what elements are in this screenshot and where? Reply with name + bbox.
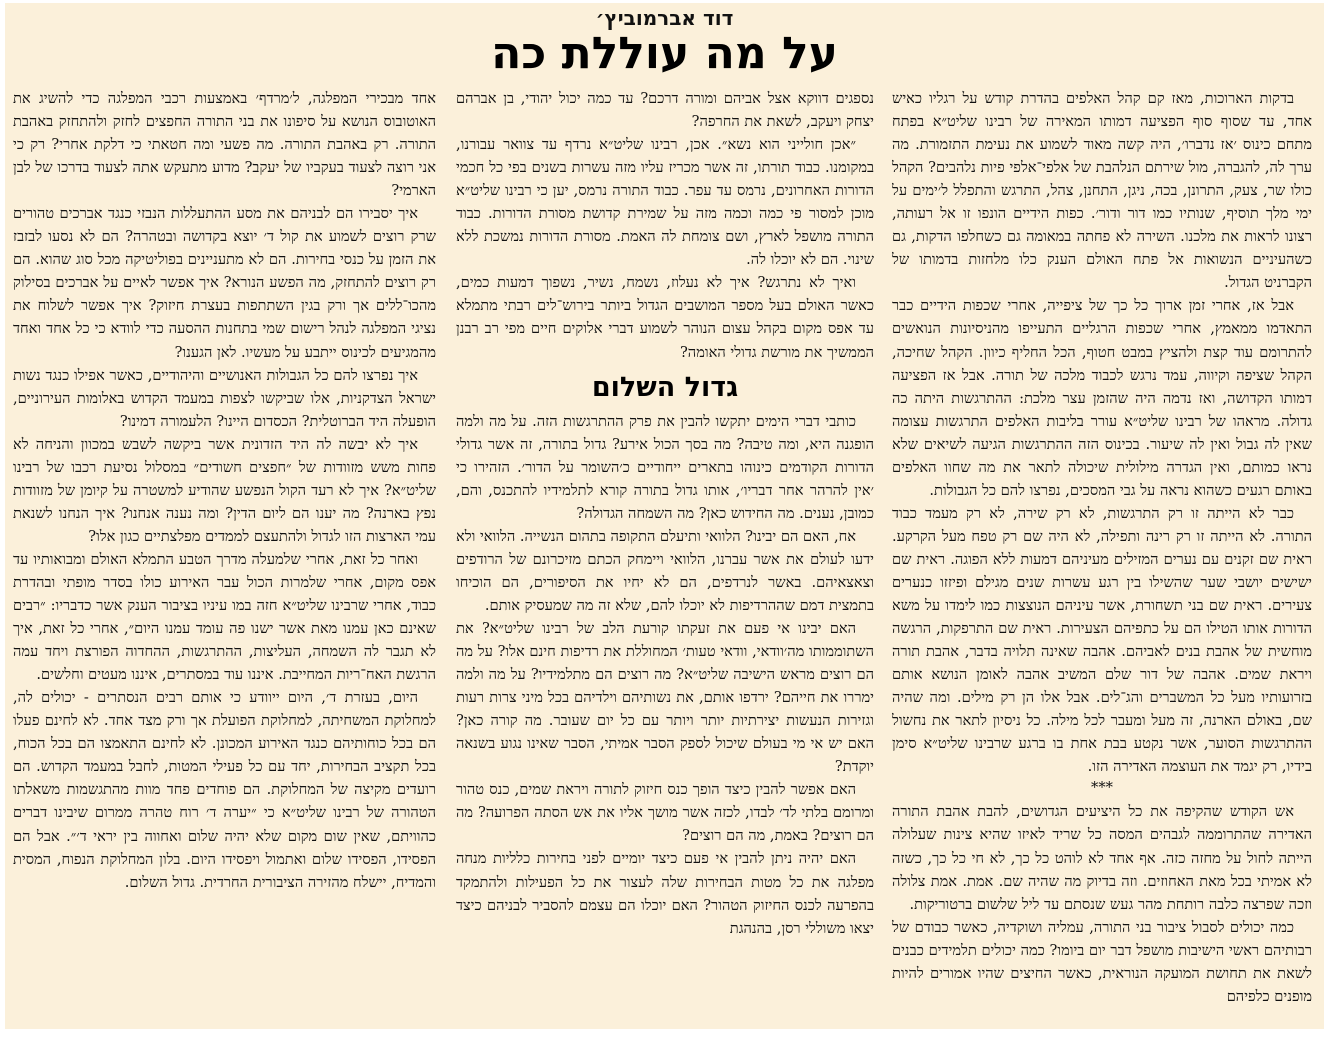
newspaper-page (5, 3, 1324, 1029)
paragraph: האם אפשר להבין כיצד הופך כנס חיזוק לתורה ויראת שמים, כנס טהור ומרומם בלתי לד׳ לבדו, לכזה אשר מושך אליו את אש הסתה הפרועה? מה הם רוצים? באמת, מה הם רוצים? (456, 781, 874, 845)
paragraph: ואיך לא נתרגש? איך לא נעלוז, נשמח, נשיר, נשפוך דמעות כמים, כאשר האולם בעל מספר המושבים הגדול ביותר בירוש־לים רבתי מתמלא עד אפס מקום בקהל עצום הנוהר לשמוע דברי אלוקים חיים מפי רב רבנן הממשיך את מורשת גדולי האומה? (456, 274, 874, 361)
article-headline: על מה עוללת כה (491, 28, 838, 79)
paragraph: איך יסבירו הם לבניהם את מסע ההתעללות הנבזי כנגד אברכים טהורים שרק רוצים לשמוע את קול ד׳ יוצא בקדושה ובטהרה? הם לא נסעו לבזבז את הזמן על כנסי בחירות. הם לא מתעניינים בפוליטיקה מכל סוג שהוא. הם רק רוצים להתחזק, מה הפשע הנורא? איך אפשר לאיים על אברכים בסילוק מהכו־ללים אך ורק בגין השתתפות בעצרת חיזוק? איך אפשר לשלוח את נציגי המפלגה לנהל רישום שמי בתחנות ההסעה כדי לוודא כי כל אחד ואחד מהמגיעים לכינוס ייתבע על מעשיו. לאן הגענו? (13, 205, 436, 361)
paragraph: היום, בעזרת ד׳, היום ייוודע כי אותם רבים הנסתרים - יכולים לה, למחלוקת המשחיתה, למחלוקת הפועלת אך ורק מצד אחד. לא לחינם פעלו הם בכל כוחותיהם כנגד האירוע המכונן. לא לחינם התאמצו הם בכל הכוח, בכל תקציב הבחירות, יחד עם כל פעילי המטות, לחבל במעמד הקדוש. הם רועדים מקיצה של המחלוקת. הם פוחדים פחד מוות מהתגשמות משאלתו הטהורה של רבינו שליט״א כי ״יערה ד׳ רוח טהרה ממרום שיבינו דברים כהוויתם, שאין שום מקום שלא יהיה שלום ואחווה בין יראי ד׳״. אבל הם הפסידו, הפסידו שלום ואתמול ויפסידו היום. בלון המחלוקת הנפוח, המסית והמדיח, יישלח מהזירה הציבורית החרדית. גדול השלום. (13, 689, 436, 891)
paragraph: האם יבינו אי פעם את זעקתו קורעת הלב של רבינו שליט״א? את השתוממותו מה׳וודאי, וודאי טעות׳ המחוללת את רדיפות חינם אלו? על מה הם רוצים מראש הישיבה שליט״א? מה רוצים הם מתלמידיו? על מה ולמה ימררו את חייהם? ירדפו אותם, את נשותיהם וילדיהם בכל מיני צרות רעות וגזירות הנעשות יצירתיות יותר ויותר עם כל יום שעובר. מה קורה כאן? האם יש אי מי בעולם שיכול לספק הסבר אמיתי, הסבר שאינו נגוע בשנאה יוקדת? (456, 619, 874, 776)
paragraph: כבר לא הייתה זו רק התרגשות, לא רק שירה, לא רק מעמד כבוד התורה. לא הייתה זו רק רינה ותפילה, לא היה שם רק טפח מעל הקרקע. ראית שם זקנים עם נערים המזילים מעיניהם דמעות ללא הפוגה. ראית שם ישישים יושבי שער שהשילו בין רגע עשרות שנים מגילם ופיזזו כנערים צעירים. ראית שם בני תשחורת, אשר עיניהם הנוצצות כמו לימדו על משא הדורות אותו הטילו הם על כתפיהם הצעירות. ראית שם התרפקות, הרגשה מוחשית של אהבת בנים לאביהם. אהבה שאינה תלויה בדבר, אהבת תורה ויראת שמים. אהבה של דור שלם המשיב אהבה לאומן הנושא אותם בזרועותיו מעל כל המשברים והג־לים. אבל אלו הן רק מילים. ומה שהיה שם, באולם הארנה, זה מעל ומעבר לכל מילה. כל ניסיון לתאר את נחשול ההתרגשות הסוער, אשר נקטע בבת אחת בו ברגע שרבינו שליט״א סימן בידיו, רק יגמד את העוצמה האדירה הזו. (892, 504, 1312, 776)
paragraph: ״אכן חולייני הוא נשא״. אכן, רבינו שליט״א נרדף עד צוואר עבורנו, במקומנו. כבוד תורתו, זה אשר מכריז עליו מזה עשרות בשנים בפי כל חכמי הדורות האחרונים, נרמס עד עפר. כבוד התורה נרמס, יען כי רבינו שליט״א מוכן למסור פי כמה וכמה מזה על שמירת קדושת מסורת הדורות. כבוד התורה מושפל לארץ, ושם צומחת לה האמת. מסורת הדורות נמשכת ללא שינוי. הם לא יוכלו לה. (456, 136, 874, 269)
paragraph: האם יהיה ניתן להבין אי פעם כיצד יומיים לפני בחירות כלליות מנחה מפלגה את כל מטות הבחירות שלה לעצור את כל הפעילות ולהתמקד בהפרעה לכנס החיזוק הטהור? האם יוכלו הם עצמם להסביר לבניהם כיצד יצאו משוללי רסן, בהנהגת (456, 850, 874, 937)
article-column-1 (892, 87, 1312, 1027)
paragraph: נספגים דווקא אצל אביהם ומורה דרכם? עד כמה יכול יהודי, בן אברהם יצחק ויעקב, לשאת את החרפה? (456, 90, 874, 131)
author-byline: דוד אברמוביץ׳ (595, 6, 734, 30)
paragraph: אח, האם הם יבינו? הלוואי ותיעלם התקופה בתהום הנשייה. הלוואי ולא ידעו לעולם את אשר עברנו, הלוואי ויימחק הכתם מזיכרונם של הרודפים וצאצאיהם. באשר לנרדפים, הם לא יחיו את הסיפורים, הם הוכיחו בתמצית דמם שההרדיפות לא יוכלו להם, שלא זה מה שמעסיק אותם. (456, 527, 874, 614)
paragraph: בדקות הארוכות, מאז קם קהל האלפים בהדרת קודש על רגליו כאיש אחד, עד שסוף סוף הפציעה דמותו המאירה של רבינו שליט״א בפתח מתחם כינוס ׳אז נדברו׳, היה קשה מאוד לשמוע את נעימת התזמורת. מה ערך לה, להגברה, מול שירתם הנלהבת של אלפי־אלפי פיות נלהבים? הקהל כולו שר, צעק, התרונן, בכה, ניגן, התחנן, צהל, התרגש והתפלל ל׳ימים על ימי מלך תוסיף, שנותיו כמו דור ודור׳. כפות הידיים הונפו זו אל רעותה, רצונו לראות את מלכנו. השירה לא פחתה במאומה גם כשחלפו הדקות, גם כשהעיניים הנשואות אל פתח האולם הענק כלו מלחזות בדמותו של הקברניט הגדול. (892, 90, 1312, 292)
article-column-3 (13, 87, 436, 1027)
paragraph: אש הקודש שהקיפה את כל היציעים הגדושים, להבת אהבת התורה האדירה שהתרוממה לגבהים המסה כל שריד לאיזו שהיא צינות שעלולה הייתה לחול על מחזה כזה. אף אחד לא לוהט כל כך, לא חי כל כך, כשזה לא אמיתי בכל מאת האחוזים. וזה בדיוק מה שהיה שם. אמת. אמת צלולה וזכה שפרצה כלבה רותחת מהר געש שנסתם עד ליל שלשום ברטוריקות. (892, 803, 1312, 913)
paragraph: ואחר כל זאת, אחרי שלמעלה מדרך הטבע התמלא האולם ומבואותיו עד אפס מקום, אחרי שלמרות הכול עבר האירוע כולו בסדר מופתי ובהדרת כבוד, אחרי שרבינו שליט״א חזה במו עיניו בציבור הענק אשר כדבריו: ״רבים שאינם כאן עמנו מאת אשר ישנו פה עומד עמנו היום״, אחרי כל זאת, איך לא תגבר לה השמחה, העליצות, ההתרגשות, ההחדוה הפורצת ויחד עמה הרגשת האח־ריות המחייבת. איננו עוד במסתרים, איננו מעטים וחלשים. (13, 550, 436, 684)
paragraph: כמה יכולים לסבול ציבור בני התורה, עמליה ושוקדיה, כאשר כבודם של רבותיהם ראשי הישיבות מושפל דבר יום ביומו? כמה יכולים תלמידים כבנים לשאת את תחושת המועקה הנוראית, כאשר החיצים שהיו אמורים להיות מופנים כלפיהם (892, 918, 1312, 1005)
paragraph: כותבי דברי הימים יתקשו להבין את פרק ההתרגשות הזה. על מה ולמה הופגנה היא, ומה טיבה? מה בסך הכול אירע? גדול בתורה, זה אשר גדולי הדורות הקודמים כינוהו בתארים ייחודיים כ׳השומר על הדור׳. הזהירו כי ׳אין להרהר אחר דבריו׳, אותו גדול בתורה קורא לתלמידיו להתכנס, והם, כמובן, נענים. מה החידוש כאן? מה השמחה הגדולה? (456, 412, 874, 522)
paragraph: איך נפרצו להם כל הגבולות האנושיים והיהודיים, כאשר אפילו כנגד נשות ישראל הצדקניות, אלו שביקשו לצפות במעמד הקדוש באלומות העירוניים, הופעלה היד הברוטלית? הכסדום היינו? הלעמורה דמינו? (13, 366, 436, 430)
section-separator: *** (1091, 779, 1113, 797)
paragraph: איך לא יבשה לה היד הזדונית אשר ביקשה לשבש במכוון והניחה לא פחות משש מזוודות של ״חפצים חשודים״ במסלול נסיעת רכבו של רבינו שליט״א? איך לא רעד הקול הנפשע שהודיע למשטרה על קיומן של מזוודות נפץ בארנה? מה יענו הם ליום הדין? ומה נענה אנחנו? איך הנחנו לשנאת עמי הארצות הזו לגדול ולהתעצם לממדים מפלצתיים כגון אלו? (13, 435, 436, 545)
paragraph: אחד מבכירי המפלגה, ל׳מרדף׳ באמצעות רכבי המפלגה כדי להשיג את האוטובוס הנושא על סיפונו את בני התורה החפצים לחזק ולהתחזק באהבת התורה. רק באהבת התורה. מה פשעי ומה חטאתי כי דלקת אחרי? רק כי אני רוצה לצעוד בעקביו של יעקב? מדוע מתעקש אתה לצעוד בדרכו של לבן הארמי? (13, 90, 436, 200)
section-subheading: גדול השלום (591, 371, 739, 403)
paragraph: אבל אז, אחרי זמן ארוך כל כך של ציפייה, אחרי שכפות הידיים כבר התאדמו ממאמץ, אחרי שכפות הרגליים התעייפו מהניסיונות הנואשים להתרומם עוד קצת ולהציץ במבט חטוף, הכל החליף כיוון. הקהל שחיכה, הקהל שציפה וקיווה, עמד נרגש לכבוד מלכה של תורה. אבל אז הפציעה דמותו הקדושה, ואז נדמה היה שהזמן עצר מלכת: ההתרגשות היתה כה גדולה. מראהו של רבינו שליט״א עורר בליבות האלפים התרגשות עצומה שאין לה גבול ואין לה שיעור. בכינוס הזה ההתרגשות הגיעה לשיאים שלא נראו כמותם, ואין הגדרה מילולית שיכולה לתאר את מה שחוו האלפים באותם רגעים כשהוא נראה על גבי המסכים, נפרצו להם כל הגבולות. (892, 297, 1312, 499)
article-column-2 (456, 87, 874, 1027)
